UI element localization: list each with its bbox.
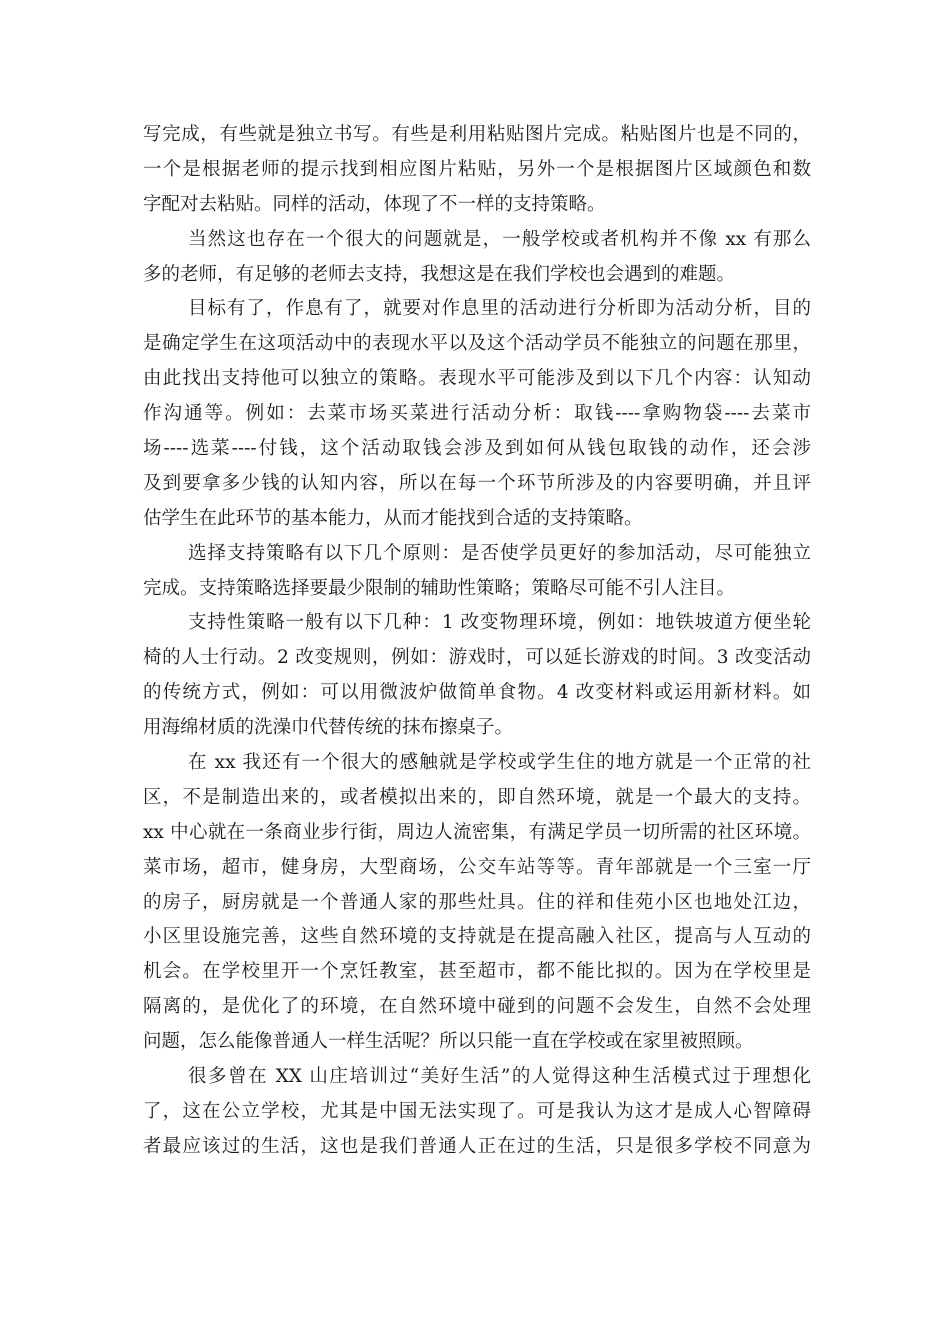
paragraph — [143, 746, 811, 1060]
text-line: 在 xx 我还有一个很大的感触就是学校或学生住的地方就是一个正常的社 — [188, 752, 811, 774]
text-line: 者最应该过的生活，这也是我们普通人正在过的生活，只是很多学校不同意为 — [143, 1135, 811, 1157]
text-line: 选择支持策略有以下几个原则：是否使学员更好的参加活动，尽可能独立 — [188, 542, 811, 564]
text-line: 小区里设施完善，这些自然环境的支持就是在提高融入社区，提高与人互动的 — [143, 926, 811, 948]
text-line: 作沟通等。例如：去菜市场买菜进行活动分析：取钱----拿购物袋----去菜市 — [143, 403, 811, 425]
text-line: 支持性策略一般有以下几种：1 改变物理环境，例如：地铁坡道方便坐轮 — [188, 612, 811, 634]
text-line: 字配对去粘贴。同样的活动，体现了不一样的支持策略。 — [143, 193, 606, 215]
text-line: 目标有了，作息有了，就要对作息里的活动进行分析即为活动分析，目的 — [188, 298, 811, 320]
paragraph — [143, 537, 811, 607]
text-line: 椅的人士行动。2 改变规则，例如：游戏时，可以延长游戏的时间。3 改变活动 — [143, 647, 811, 669]
text-line: 一个是根据老师的提示找到相应图片粘贴，另外一个是根据图片区域颜色和数 — [143, 158, 811, 180]
text-line: 及到要拿多少钱的认知内容，所以在每一个环节所涉及的内容要明确，并且评 — [143, 472, 811, 494]
text-line: 隔离的，是优化了的环境，在自然环境中碰到的问题不会发生，自然不会处理 — [143, 996, 811, 1018]
text-line: 是确定学生在这项活动中的表现水平以及这个活动学员不能独立的问题在那里， — [143, 333, 811, 355]
paragraph — [143, 118, 811, 223]
document-body — [143, 118, 811, 1165]
paragraph — [143, 1060, 811, 1165]
text-line: 估学生在此环节的基本能力，从而才能找到合适的支持策略。 — [143, 507, 643, 529]
text-line: 当然这也存在一个很大的问题就是，一般学校或者机构并不像 xx 有那么 — [188, 228, 811, 250]
text-line: 用海绵材质的洗澡巾代替传统的抹布擦桌子。 — [143, 717, 514, 739]
text-line: 很多曾在 XX 山庄培训过“美好生活”的人觉得这种生活模式过于理想化 — [188, 1066, 811, 1088]
text-line: 区，不是制造出来的，或者模拟出来的，即自然环境，就是一个最大的支持。 — [143, 786, 811, 808]
text-line: 了，这在公立学校，尤其是中国无法实现了。可是我认为这才是成人心智障碍 — [143, 1100, 811, 1122]
paragraph — [143, 606, 811, 746]
text-line: 由此找出支持他可以独立的策略。表现水平可能涉及到以下几个内容：认知动 — [143, 368, 811, 390]
text-line: 机会。在学校里开一个烹饪教室，甚至超市，都不能比拟的。因为在学校里是 — [143, 961, 811, 983]
text-line: 的房子，厨房就是一个普通人家的那些灶具。住的祥和佳苑小区也地处江边， — [143, 891, 811, 913]
text-line: xx 中心就在一条商业步行街，周边人流密集，有满足学员一切所需的社区环境。 — [143, 821, 811, 843]
text-line: 场----选菜----付钱，这个活动取钱会涉及到如何从钱包取钱的动作，还会涉 — [143, 438, 811, 460]
text-line: 菜市场，超市，健身房，大型商场，公交车站等等。青年部就是一个三室一厅 — [143, 856, 811, 878]
text-line: 多的老师，有足够的老师去支持，我想这是在我们学校也会遇到的难题。 — [143, 263, 736, 285]
text-line: 问题，怎么能像普通人一样生活呢？所以只能一直在学校或在家里被照顾。 — [143, 1031, 754, 1053]
paragraph — [143, 292, 811, 536]
paragraph — [143, 223, 811, 293]
text-line: 完成。支持策略选择要最少限制的辅助性策略；策略尽可能不引人注目。 — [143, 577, 736, 599]
text-line: 写完成，有些就是独立书写。有些是利用粘贴图片完成。粘贴图片也是不同的， — [143, 124, 811, 145]
text-line: 的传统方式，例如：可以用微波炉做简单食物。4 改变材料或运用新材料。如 — [143, 682, 811, 704]
